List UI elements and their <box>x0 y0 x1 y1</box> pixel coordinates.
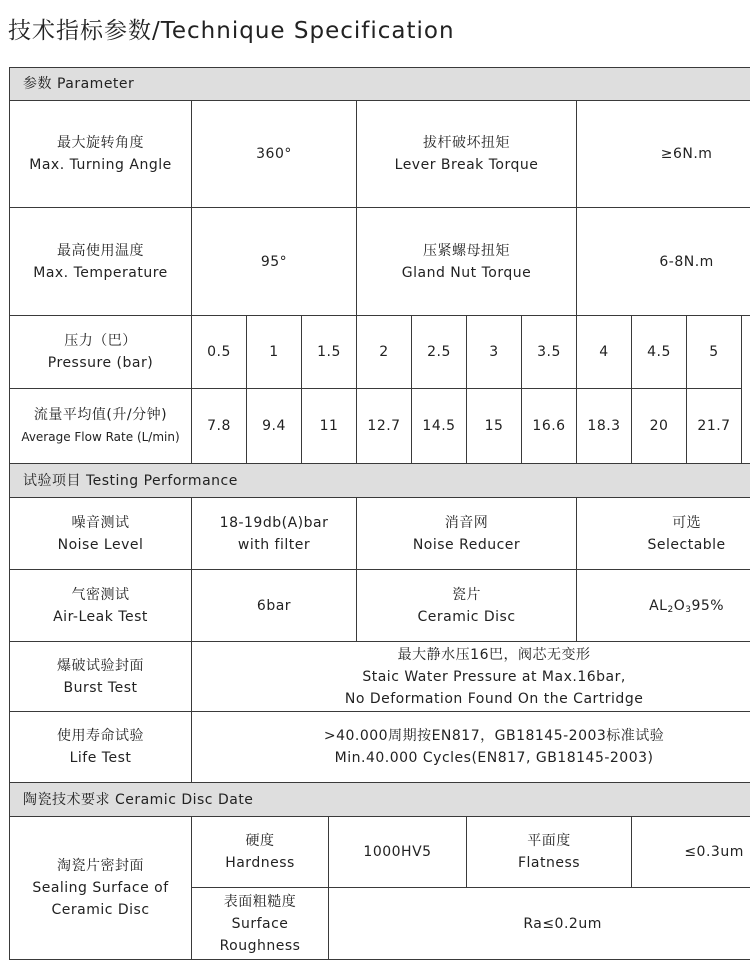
turning-angle-label: 最大旋转角度 Max. Turning Angle <box>10 101 192 208</box>
pressure-value: 3 <box>467 316 522 389</box>
ceramic-disc-label: 瓷片 Ceramic Disc <box>357 570 577 642</box>
page-title: 技术指标参数/Technique Specification <box>8 18 455 44</box>
burst-test-label: 爆破试验封面 Burst Test <box>10 642 192 712</box>
pressure-value: 1 <box>247 316 302 389</box>
pressure-value: 0.5 <box>192 316 247 389</box>
flow-rate-value: 11 <box>302 389 357 464</box>
hardness-value: 1000HV5 <box>329 817 467 888</box>
turning-angle-value: 360° <box>192 101 357 208</box>
noise-level-label: 噪音测试 Noise Level <box>10 498 192 570</box>
flow-rate-value: 20 <box>632 389 687 464</box>
noise-reducer-value: 可选 Selectable <box>577 498 750 570</box>
flow-rate-label: 流量平均值(升/分钟) Average Flow Rate (L/min) <box>10 389 192 464</box>
lever-torque-label: 拔杆破坏扭矩 Lever Break Torque <box>357 101 577 208</box>
flow-rate-value: 9.4 <box>247 389 302 464</box>
section-parameter: 参数 Parameter <box>10 68 750 101</box>
flatness-value: ≤0.3um <box>632 817 750 888</box>
roughness-value: Ra≤0.2um <box>329 888 750 960</box>
max-temperature-value: 95° <box>192 208 357 316</box>
pressure-value: 2 <box>357 316 412 389</box>
pressure-value: 4.5 <box>632 316 687 389</box>
pressure-label: 压力（巴） Pressure (bar) <box>10 316 192 389</box>
flow-rate-value: 14.5 <box>412 389 467 464</box>
section-testing: 试验项目 Testing Performance <box>10 464 750 498</box>
flow-rate-value: 18.3 <box>577 389 632 464</box>
section-ceramic: 陶瓷技术要求 Ceramic Disc Date <box>10 783 750 817</box>
max-temperature-label: 最高使用温度 Max. Temperature <box>10 208 192 316</box>
pressure-value: 2.5 <box>412 316 467 389</box>
pressure-value: 3.5 <box>522 316 577 389</box>
spec-table <box>9 67 750 960</box>
hardness-label: 硬度 Hardness <box>192 817 329 888</box>
flow-rate-value: 12.7 <box>357 389 412 464</box>
ceramic-disc-value: $AL_2O_395\%$ <box>577 570 750 642</box>
flow-rate-value: 15 <box>467 389 522 464</box>
roughness-label: 表面粗糙度 Surface Roughness <box>192 888 329 960</box>
sealing-surface-label: 淘瓷片密封面 Sealing Surface of Ceramic Disc <box>10 817 192 960</box>
noise-level-value: 18-19db(A)bar with filter <box>192 498 357 570</box>
air-leak-label: 气密测试 Air-Leak Test <box>10 570 192 642</box>
gland-torque-value: 6-8N.m <box>577 208 750 316</box>
flatness-label: 平面度 Flatness <box>467 817 632 888</box>
flow-rate-value: 7.8 <box>192 389 247 464</box>
life-test-value: >40.000周期按EN817，GB18145-2003标准试验 Min.40.000 Cycles(EN817, GB18145-2003) <box>192 712 750 783</box>
flow-rate-value: 21.7 <box>687 389 742 464</box>
pressure-value: 5 <box>687 316 742 389</box>
pressure-value: 1.5 <box>302 316 357 389</box>
gland-torque-label: 压紧螺母扭矩 Gland Nut Torque <box>357 208 577 316</box>
pressure-value: 4 <box>577 316 632 389</box>
burst-test-value: 最大静水压16巴，阀芯无变形 Staic Water Pressure at Max.16bar, No Deformation Found On the Cartridge <box>192 642 750 712</box>
noise-reducer-label: 消音网 Noise Reducer <box>357 498 577 570</box>
lever-torque-value: ≥6N.m <box>577 101 750 208</box>
life-test-label: 使用寿命试验 Life Test <box>10 712 192 783</box>
flow-rate-value: 16.6 <box>522 389 577 464</box>
air-leak-value: 6bar <box>192 570 357 642</box>
